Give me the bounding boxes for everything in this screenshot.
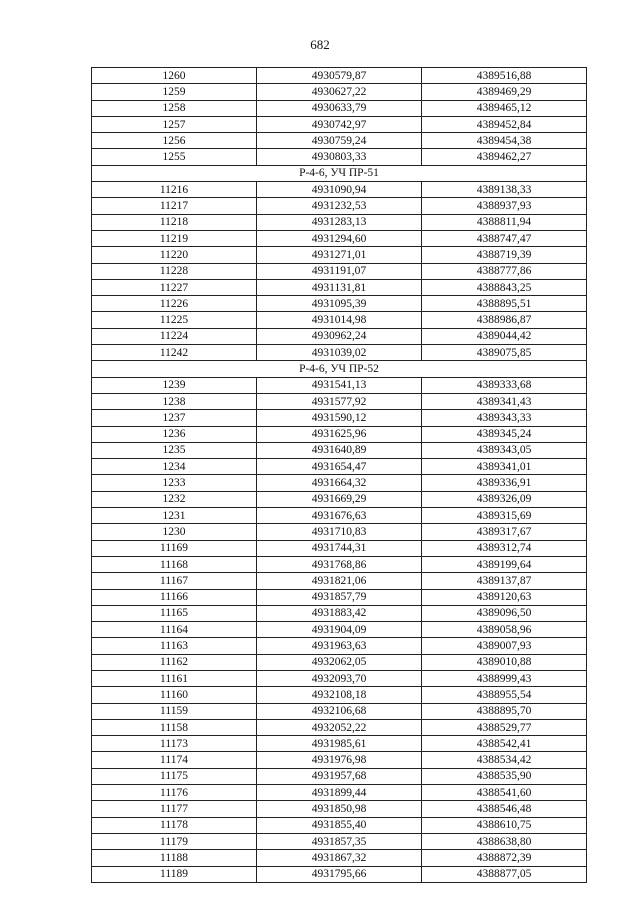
- point-number-cell: 11167: [92, 573, 257, 589]
- point-number-cell: 1230: [92, 524, 257, 540]
- y-coordinate-cell: 4389199,64: [422, 556, 587, 572]
- section-label: Р-4-6, УЧ ПР-51: [92, 165, 587, 181]
- x-coordinate-cell: 4931669,29: [257, 491, 422, 507]
- point-number-cell: 1237: [92, 410, 257, 426]
- y-coordinate-cell: 4388937,93: [422, 198, 587, 214]
- table-row: [92, 524, 587, 540]
- x-coordinate-cell: 4931899,44: [257, 785, 422, 801]
- x-coordinate-cell: 4930579,87: [257, 68, 422, 84]
- y-coordinate-cell: 4388535,90: [422, 768, 587, 784]
- table-row: [92, 850, 587, 866]
- y-coordinate-cell: 4389058,96: [422, 622, 587, 638]
- coordinates-table-body: [92, 68, 587, 883]
- x-coordinate-cell: 4931985,61: [257, 736, 422, 752]
- y-coordinate-cell: 4389312,74: [422, 540, 587, 556]
- point-number-cell: 1236: [92, 426, 257, 442]
- y-coordinate-cell: 4388542,41: [422, 736, 587, 752]
- y-coordinate-cell: 4389075,85: [422, 345, 587, 361]
- table-row: [92, 768, 587, 784]
- y-coordinate-cell: 4388843,25: [422, 279, 587, 295]
- x-coordinate-cell: 4931676,63: [257, 508, 422, 524]
- x-coordinate-cell: 4932108,18: [257, 687, 422, 703]
- table-row: [92, 589, 587, 605]
- table-row: [92, 377, 587, 393]
- y-coordinate-cell: 4388811,94: [422, 214, 587, 230]
- y-coordinate-cell: 4388638,80: [422, 833, 587, 849]
- table-row: [92, 230, 587, 246]
- table-row: [92, 687, 587, 703]
- page-number: 682: [310, 37, 330, 52]
- y-coordinate-cell: 4389341,43: [422, 393, 587, 409]
- table-row: [92, 214, 587, 230]
- table-row: [92, 736, 587, 752]
- table-row: [92, 540, 587, 556]
- x-coordinate-cell: 4931541,13: [257, 377, 422, 393]
- table-row: [92, 833, 587, 849]
- point-number-cell: 1239: [92, 377, 257, 393]
- y-coordinate-cell: 4389469,29: [422, 84, 587, 100]
- point-number-cell: 11224: [92, 328, 257, 344]
- x-coordinate-cell: 4931664,32: [257, 475, 422, 491]
- table-row: [92, 475, 587, 491]
- table-row: [92, 84, 587, 100]
- y-coordinate-cell: 4389044,42: [422, 328, 587, 344]
- point-number-cell: 11220: [92, 247, 257, 263]
- point-number-cell: 11218: [92, 214, 257, 230]
- y-coordinate-cell: 4388534,42: [422, 752, 587, 768]
- y-coordinate-cell: 4388955,54: [422, 687, 587, 703]
- point-number-cell: 11164: [92, 622, 257, 638]
- x-coordinate-cell: 4931090,94: [257, 182, 422, 198]
- point-number-cell: 11179: [92, 833, 257, 849]
- table-row: [92, 638, 587, 654]
- y-coordinate-cell: 4388541,60: [422, 785, 587, 801]
- table-row: [92, 670, 587, 686]
- y-coordinate-cell: 4388719,39: [422, 247, 587, 263]
- table-row: [92, 263, 587, 279]
- table-row: [92, 133, 587, 149]
- table-row: [92, 426, 587, 442]
- y-coordinate-cell: 4389452,84: [422, 116, 587, 132]
- point-number-cell: 1233: [92, 475, 257, 491]
- point-number-cell: 1260: [92, 68, 257, 84]
- table-row: [92, 149, 587, 165]
- x-coordinate-cell: 4931904,09: [257, 622, 422, 638]
- x-coordinate-cell: 4931271,01: [257, 247, 422, 263]
- x-coordinate-cell: 4932052,22: [257, 719, 422, 735]
- point-number-cell: 11158: [92, 719, 257, 735]
- point-number-cell: 11227: [92, 279, 257, 295]
- point-number-cell: 11226: [92, 296, 257, 312]
- point-number-cell: 1258: [92, 100, 257, 116]
- table-row: [92, 508, 587, 524]
- y-coordinate-cell: 4389462,27: [422, 149, 587, 165]
- y-coordinate-cell: 4388895,70: [422, 703, 587, 719]
- x-coordinate-cell: 4930962,24: [257, 328, 422, 344]
- x-coordinate-cell: 4930627,22: [257, 84, 422, 100]
- table-row: [92, 719, 587, 735]
- point-number-cell: 11174: [92, 752, 257, 768]
- x-coordinate-cell: 4931191,07: [257, 263, 422, 279]
- point-number-cell: 11165: [92, 605, 257, 621]
- x-coordinate-cell: 4932062,05: [257, 654, 422, 670]
- point-number-cell: 11228: [92, 263, 257, 279]
- x-coordinate-cell: 4931957,68: [257, 768, 422, 784]
- point-number-cell: 11169: [92, 540, 257, 556]
- point-number-cell: 1234: [92, 459, 257, 475]
- x-coordinate-cell: 4931795,66: [257, 866, 422, 882]
- x-coordinate-cell: 4932093,70: [257, 670, 422, 686]
- point-number-cell: 11225: [92, 312, 257, 328]
- x-coordinate-cell: 4931640,89: [257, 442, 422, 458]
- y-coordinate-cell: 4389096,50: [422, 605, 587, 621]
- y-coordinate-cell: 4389345,24: [422, 426, 587, 442]
- table-row: [92, 410, 587, 426]
- y-coordinate-cell: 4388895,51: [422, 296, 587, 312]
- y-coordinate-cell: 4389138,33: [422, 182, 587, 198]
- y-coordinate-cell: 4389317,67: [422, 524, 587, 540]
- table-row: [92, 345, 587, 361]
- table-row: [92, 752, 587, 768]
- section-label: Р-4-6, УЧ ПР-52: [92, 361, 587, 377]
- point-number-cell: 11162: [92, 654, 257, 670]
- point-number-cell: 1257: [92, 116, 257, 132]
- table-row: [92, 622, 587, 638]
- table-row: [92, 328, 587, 344]
- y-coordinate-cell: 4388777,86: [422, 263, 587, 279]
- table-row: [92, 442, 587, 458]
- x-coordinate-cell: 4931625,96: [257, 426, 422, 442]
- y-coordinate-cell: 4388546,48: [422, 801, 587, 817]
- x-coordinate-cell: 4932106,68: [257, 703, 422, 719]
- y-coordinate-cell: 4388986,87: [422, 312, 587, 328]
- x-coordinate-cell: 4930742,97: [257, 116, 422, 132]
- x-coordinate-cell: 4931014,98: [257, 312, 422, 328]
- y-coordinate-cell: 4388610,75: [422, 817, 587, 833]
- point-number-cell: 1255: [92, 149, 257, 165]
- y-coordinate-cell: 4389465,12: [422, 100, 587, 116]
- section-header-row: [92, 361, 587, 377]
- y-coordinate-cell: 4389010,88: [422, 654, 587, 670]
- x-coordinate-cell: 4931577,92: [257, 393, 422, 409]
- x-coordinate-cell: 4931095,39: [257, 296, 422, 312]
- point-number-cell: 1235: [92, 442, 257, 458]
- x-coordinate-cell: 4931857,35: [257, 833, 422, 849]
- x-coordinate-cell: 4931232,53: [257, 198, 422, 214]
- point-number-cell: 11188: [92, 850, 257, 866]
- y-coordinate-cell: 4388999,43: [422, 670, 587, 686]
- table-row: [92, 817, 587, 833]
- y-coordinate-cell: 4389137,87: [422, 573, 587, 589]
- point-number-cell: 11217: [92, 198, 257, 214]
- table-row: [92, 247, 587, 263]
- x-coordinate-cell: 4931850,98: [257, 801, 422, 817]
- section-header-row: [92, 165, 587, 181]
- x-coordinate-cell: 4931654,47: [257, 459, 422, 475]
- point-number-cell: 11159: [92, 703, 257, 719]
- point-number-cell: 11177: [92, 801, 257, 817]
- table-row: [92, 393, 587, 409]
- table-row: [92, 116, 587, 132]
- point-number-cell: 11160: [92, 687, 257, 703]
- x-coordinate-cell: 4931131,81: [257, 279, 422, 295]
- x-coordinate-cell: 4931768,86: [257, 556, 422, 572]
- x-coordinate-cell: 4931039,02: [257, 345, 422, 361]
- x-coordinate-cell: 4931883,42: [257, 605, 422, 621]
- y-coordinate-cell: 4388872,39: [422, 850, 587, 866]
- x-coordinate-cell: 4931857,79: [257, 589, 422, 605]
- x-coordinate-cell: 4931283,13: [257, 214, 422, 230]
- point-number-cell: 11175: [92, 768, 257, 784]
- table-row: [92, 100, 587, 116]
- point-number-cell: 11163: [92, 638, 257, 654]
- y-coordinate-cell: 4389336,91: [422, 475, 587, 491]
- y-coordinate-cell: 4389454,38: [422, 133, 587, 149]
- y-coordinate-cell: 4389341,01: [422, 459, 587, 475]
- x-coordinate-cell: 4931963,63: [257, 638, 422, 654]
- y-coordinate-cell: 4388747,47: [422, 230, 587, 246]
- point-number-cell: 1232: [92, 491, 257, 507]
- x-coordinate-cell: 4931976,98: [257, 752, 422, 768]
- point-number-cell: 11173: [92, 736, 257, 752]
- x-coordinate-cell: 4930803,33: [257, 149, 422, 165]
- point-number-cell: 11189: [92, 866, 257, 882]
- x-coordinate-cell: 4931821,06: [257, 573, 422, 589]
- table-row: [92, 703, 587, 719]
- point-number-cell: 1259: [92, 84, 257, 100]
- y-coordinate-cell: 4389007,93: [422, 638, 587, 654]
- table-row: [92, 866, 587, 882]
- table-row: [92, 198, 587, 214]
- y-coordinate-cell: 4389333,68: [422, 377, 587, 393]
- table-row: [92, 459, 587, 475]
- y-coordinate-cell: 4389326,09: [422, 491, 587, 507]
- table-row: [92, 605, 587, 621]
- y-coordinate-cell: 4388529,77: [422, 719, 587, 735]
- x-coordinate-cell: 4930759,24: [257, 133, 422, 149]
- x-coordinate-cell: 4931744,31: [257, 540, 422, 556]
- x-coordinate-cell: 4930633,79: [257, 100, 422, 116]
- coordinates-table: [91, 67, 587, 883]
- table-row: [92, 801, 587, 817]
- point-number-cell: 11219: [92, 230, 257, 246]
- table-row: [92, 312, 587, 328]
- table-row: [92, 556, 587, 572]
- table-row: [92, 654, 587, 670]
- table-row: [92, 491, 587, 507]
- y-coordinate-cell: 4388877,05: [422, 866, 587, 882]
- y-coordinate-cell: 4389343,05: [422, 442, 587, 458]
- x-coordinate-cell: 4931855,40: [257, 817, 422, 833]
- y-coordinate-cell: 4389315,69: [422, 508, 587, 524]
- point-number-cell: 1238: [92, 393, 257, 409]
- point-number-cell: 11178: [92, 817, 257, 833]
- table-row: [92, 296, 587, 312]
- table-row: [92, 182, 587, 198]
- point-number-cell: 11166: [92, 589, 257, 605]
- point-number-cell: 11168: [92, 556, 257, 572]
- table-row: [92, 279, 587, 295]
- point-number-cell: 11161: [92, 670, 257, 686]
- x-coordinate-cell: 4931867,32: [257, 850, 422, 866]
- x-coordinate-cell: 4931710,83: [257, 524, 422, 540]
- table-row: [92, 785, 587, 801]
- y-coordinate-cell: 4389120,63: [422, 589, 587, 605]
- table-row: [92, 68, 587, 84]
- point-number-cell: 11216: [92, 182, 257, 198]
- point-number-cell: 1231: [92, 508, 257, 524]
- point-number-cell: 11242: [92, 345, 257, 361]
- y-coordinate-cell: 4389516,88: [422, 68, 587, 84]
- table-row: [92, 573, 587, 589]
- point-number-cell: 1256: [92, 133, 257, 149]
- y-coordinate-cell: 4389343,33: [422, 410, 587, 426]
- point-number-cell: 11176: [92, 785, 257, 801]
- x-coordinate-cell: 4931590,12: [257, 410, 422, 426]
- x-coordinate-cell: 4931294,60: [257, 230, 422, 246]
